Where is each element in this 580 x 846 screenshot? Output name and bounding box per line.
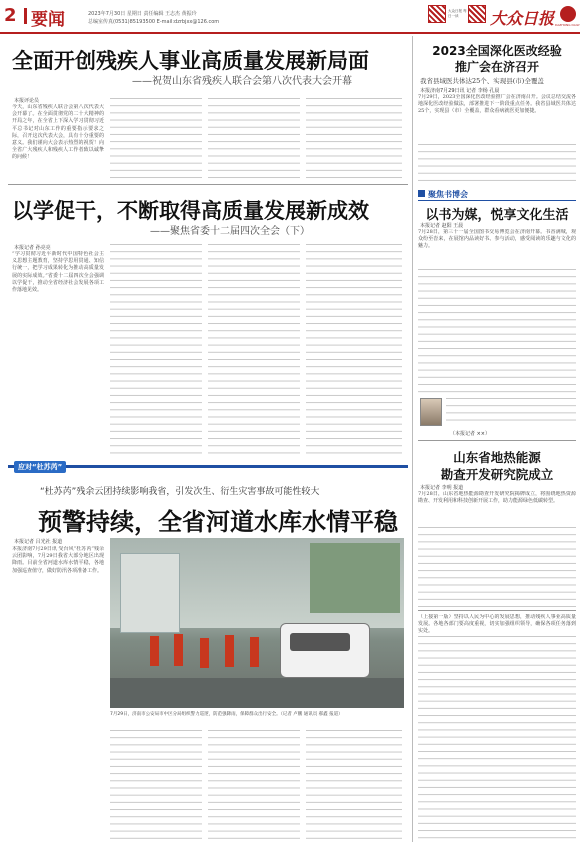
tag-rule: [418, 200, 576, 201]
section-bar: [24, 8, 27, 24]
news-photo: [110, 538, 404, 708]
article2-subhead: ——聚焦省委十二届四次全会（下）: [150, 226, 310, 237]
article2-headline: 以学促干，不断取得高质量发展新成效: [12, 199, 369, 223]
article1-byline: 本报评论员: [14, 98, 40, 104]
right1-byline: 本报济南7月29日讯 记者 李杨 孔晨: [420, 88, 500, 94]
article3-body-col: [110, 730, 202, 840]
article1-body-col: [306, 98, 402, 180]
qr-code-icon[interactable]: [468, 5, 486, 23]
article1-subhead: ——祝贺山东省残疾人联合会第八次代表大会开幕: [132, 76, 352, 87]
photo-caption: [110, 712, 404, 718]
right3-body: 7月28日，山东省地热能源勘查开发研究院揭牌成立，将围绕地热资源勘查、开发利用和科技创新开展工作，助力能源绿色低碳转型。: [418, 491, 576, 505]
article2-body-col: [110, 244, 202, 456]
divider: [418, 610, 576, 611]
article2-body: “学习贯彻习近平新时代中国特色社会主义思想主题教育，坚持学思用贯通、知信行统一，把学习成果转化为推动高质量发展的实际成效。”省委十二届四次全会强调以学促干，推动全省经济社会发展各项工作落地见效。: [12, 251, 104, 294]
author-photo: [420, 398, 442, 426]
header-meta-date: 2023年7月30日 星期日 责任编辑 王志杰 黄振玲: [88, 11, 197, 17]
article1-body-col: [208, 98, 300, 180]
right3-body-cont: [418, 527, 576, 607]
article3-byline: 本报记者 吕光社 报道: [14, 539, 63, 545]
page-number: 2: [4, 5, 17, 26]
photo-credit: （记者 卢鹏 通讯员 郝鑫 报道）: [280, 712, 343, 717]
right2-sign: （本报记者 ××）: [450, 431, 490, 437]
article3-body-col: [306, 730, 402, 840]
article1-body-col: [110, 98, 202, 180]
article3-body-col: [208, 730, 300, 840]
article2-body-col: [306, 244, 402, 456]
right1-body-cont: [418, 144, 576, 184]
right3-headline-line2: 勘查开发研究院成立: [440, 467, 554, 482]
article1-headline: 全面开创残疾人事业高质量发展新局面: [12, 49, 369, 73]
divider: [418, 440, 576, 441]
tag-square-icon: [418, 190, 425, 197]
right2-byline: 本报记者 赵阳 王晨: [420, 223, 464, 229]
right2-body-cont: [446, 398, 576, 426]
right2-body-cont: [418, 269, 576, 395]
article2-byline: 本报记者 孙亮亮: [14, 245, 51, 251]
right1-body: 7月29日，2023全国深化医改经验推广会在济南召开。会议总结交流各地深化医改经验做法，部署推进下一阶段重点任务。我省县域医共体达25个，实现县（市）全覆盖，群众看病就医更加便捷。: [418, 94, 576, 115]
article2-body-col: [208, 244, 300, 456]
article3-body: 本报济南7月29日讯 受台风“杜苏芮”残余云团影响，7月29日我省大部分地区出现降雨。目前全省河道水库水情平稳，各地加强巡查值守，做好防汛各项准备工作。: [12, 546, 104, 574]
right2-headline: 以书为媒，悦享文化生活: [425, 208, 569, 223]
right4-body: （上接第一版）坚持以人民为中心的发展思想，推动残疾人事业高质量发展。各地各部门要高度重视，切实加强组织领导，确保各项任务落到实处。: [418, 614, 576, 635]
topic-banner: 应对“杜苏芮”: [14, 461, 66, 473]
logo-subtitle: DAZHONG DAILY: [555, 23, 580, 27]
logo-emblem-icon: [560, 6, 576, 22]
column-divider: [412, 36, 413, 842]
right4-body-cont: [418, 636, 576, 840]
newspaper-logo: 大众日报: [490, 9, 555, 28]
section-title: 要闻: [31, 10, 65, 30]
right3-byline: 本报记者 李明 报道: [420, 485, 464, 491]
article1-body: 今天，山东省残疾人联合会第八次代表大会开幕了。在全面贯彻党的二十大精神的开局之年，在全省上下深入学习贯彻习近平总书记对山东工作的重要指示要求之际，召开这次代表大会，具有十分重要的意义。我们谨向大会表示热烈的祝贺！向全省广大残疾人和残疾人工作者致以诚挚的问候！: [12, 104, 104, 161]
divider: [8, 184, 408, 185]
right1-headline-line2: 推广会在济召开: [454, 60, 539, 74]
banner-rule: [8, 465, 408, 468]
article3-kicker: “杜苏芮”残余云团持续影响我省，引发次生、衍生灾害事故可能性较大: [40, 487, 320, 497]
right2-body: 7月28日，第三十一届全国图书交易博览会在济南开幕。书香满城，观众纷至沓来，在展馆内品读好书、参与活动，感受阅读的乐趣与文化的魅力。: [418, 229, 576, 250]
right2-tag: 聚焦书博会: [428, 190, 468, 199]
qr-caption: 大众日报 每日一读: [448, 9, 467, 18]
right1-headline-line1: 2023全国深化医改经验: [432, 44, 562, 58]
qr-code-icon[interactable]: [428, 5, 446, 23]
right1-subhead: 我省县域医共体达25个、实现县(市)全覆盖: [420, 77, 544, 85]
header-meta-contact: 总编室传真(0531)85193500 E-mail:dzrbjxx@126.com: [88, 19, 220, 25]
article3-headline: 预警持续，全省河道水库水情平稳: [38, 508, 398, 536]
photo-caption-text: 7月29日，济南市公安局市中区分局组织警力巡逻，防范强降雨，保障群众出行安全。: [110, 712, 281, 717]
right3-headline-line1: 山东省地热能源: [453, 450, 541, 465]
